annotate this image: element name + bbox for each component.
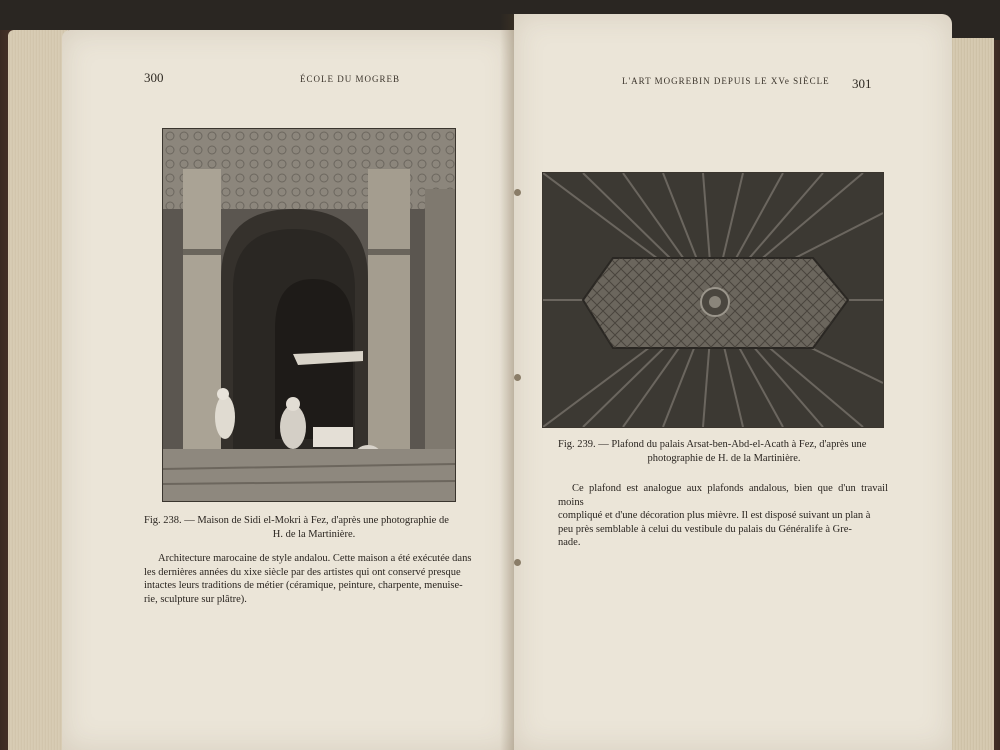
paragraph-line: les dernières années du xixe siècle par des artistes qui ont conservé presque — [144, 566, 461, 578]
caption-line: photographie de H. de la Martinière. — [647, 453, 801, 464]
right-page — [514, 14, 952, 750]
left-running-head: ÉCOLE DU MOGREB — [300, 74, 400, 84]
page-edges-left — [8, 30, 68, 750]
paragraph-line: rie, sculpture sur plâtre). — [144, 593, 247, 605]
figure-238-caption — [144, 514, 484, 542]
caption-line: H. de la Martinière. — [272, 529, 356, 540]
left-page — [62, 30, 514, 750]
binding-hole — [514, 559, 521, 566]
caption-line: Fig. 239. — Plafond du palais Arsat-ben-Abd-el-Acath à Fez, d'après une — [558, 439, 867, 450]
paragraph-line: nade. — [558, 537, 581, 548]
right-page-number: 301 — [852, 76, 872, 91]
paragraph-line: intactes leurs traditions de métier (céramique, peinture, charpente, menuise- — [144, 580, 463, 591]
binding-hole — [514, 189, 521, 196]
paragraph-line: compliqué et d'une décoration plus mièvre. Il est disposé suivant un plan à — [558, 510, 871, 521]
paragraph-line: Architecture marocaine de style andalou. Cette maison a été exécutée dans — [158, 553, 472, 564]
left-page-number: 300 — [144, 70, 164, 85]
figure-239-photo — [542, 172, 884, 428]
binding-hole — [514, 374, 521, 381]
paragraph-line: peu près semblable à celui du vestibule du palais du Généralife à Gre- — [558, 523, 852, 535]
paragraph-line: Ce plafond est analogue aux plafonds andalous, bien que d'un travail moins — [558, 483, 888, 508]
caption-line: Fig. 238. — Maison de Sidi el-Mokri à Fez, d'après une photographie de — [144, 515, 449, 526]
right-body-paragraph — [558, 482, 888, 550]
left-body-paragraph — [144, 552, 484, 606]
figure-238-photo — [162, 128, 456, 502]
figure-239-caption — [558, 438, 890, 466]
right-running-head: L'ART MOGREBIN DEPUIS LE XVe SIÈCLE — [622, 76, 830, 86]
